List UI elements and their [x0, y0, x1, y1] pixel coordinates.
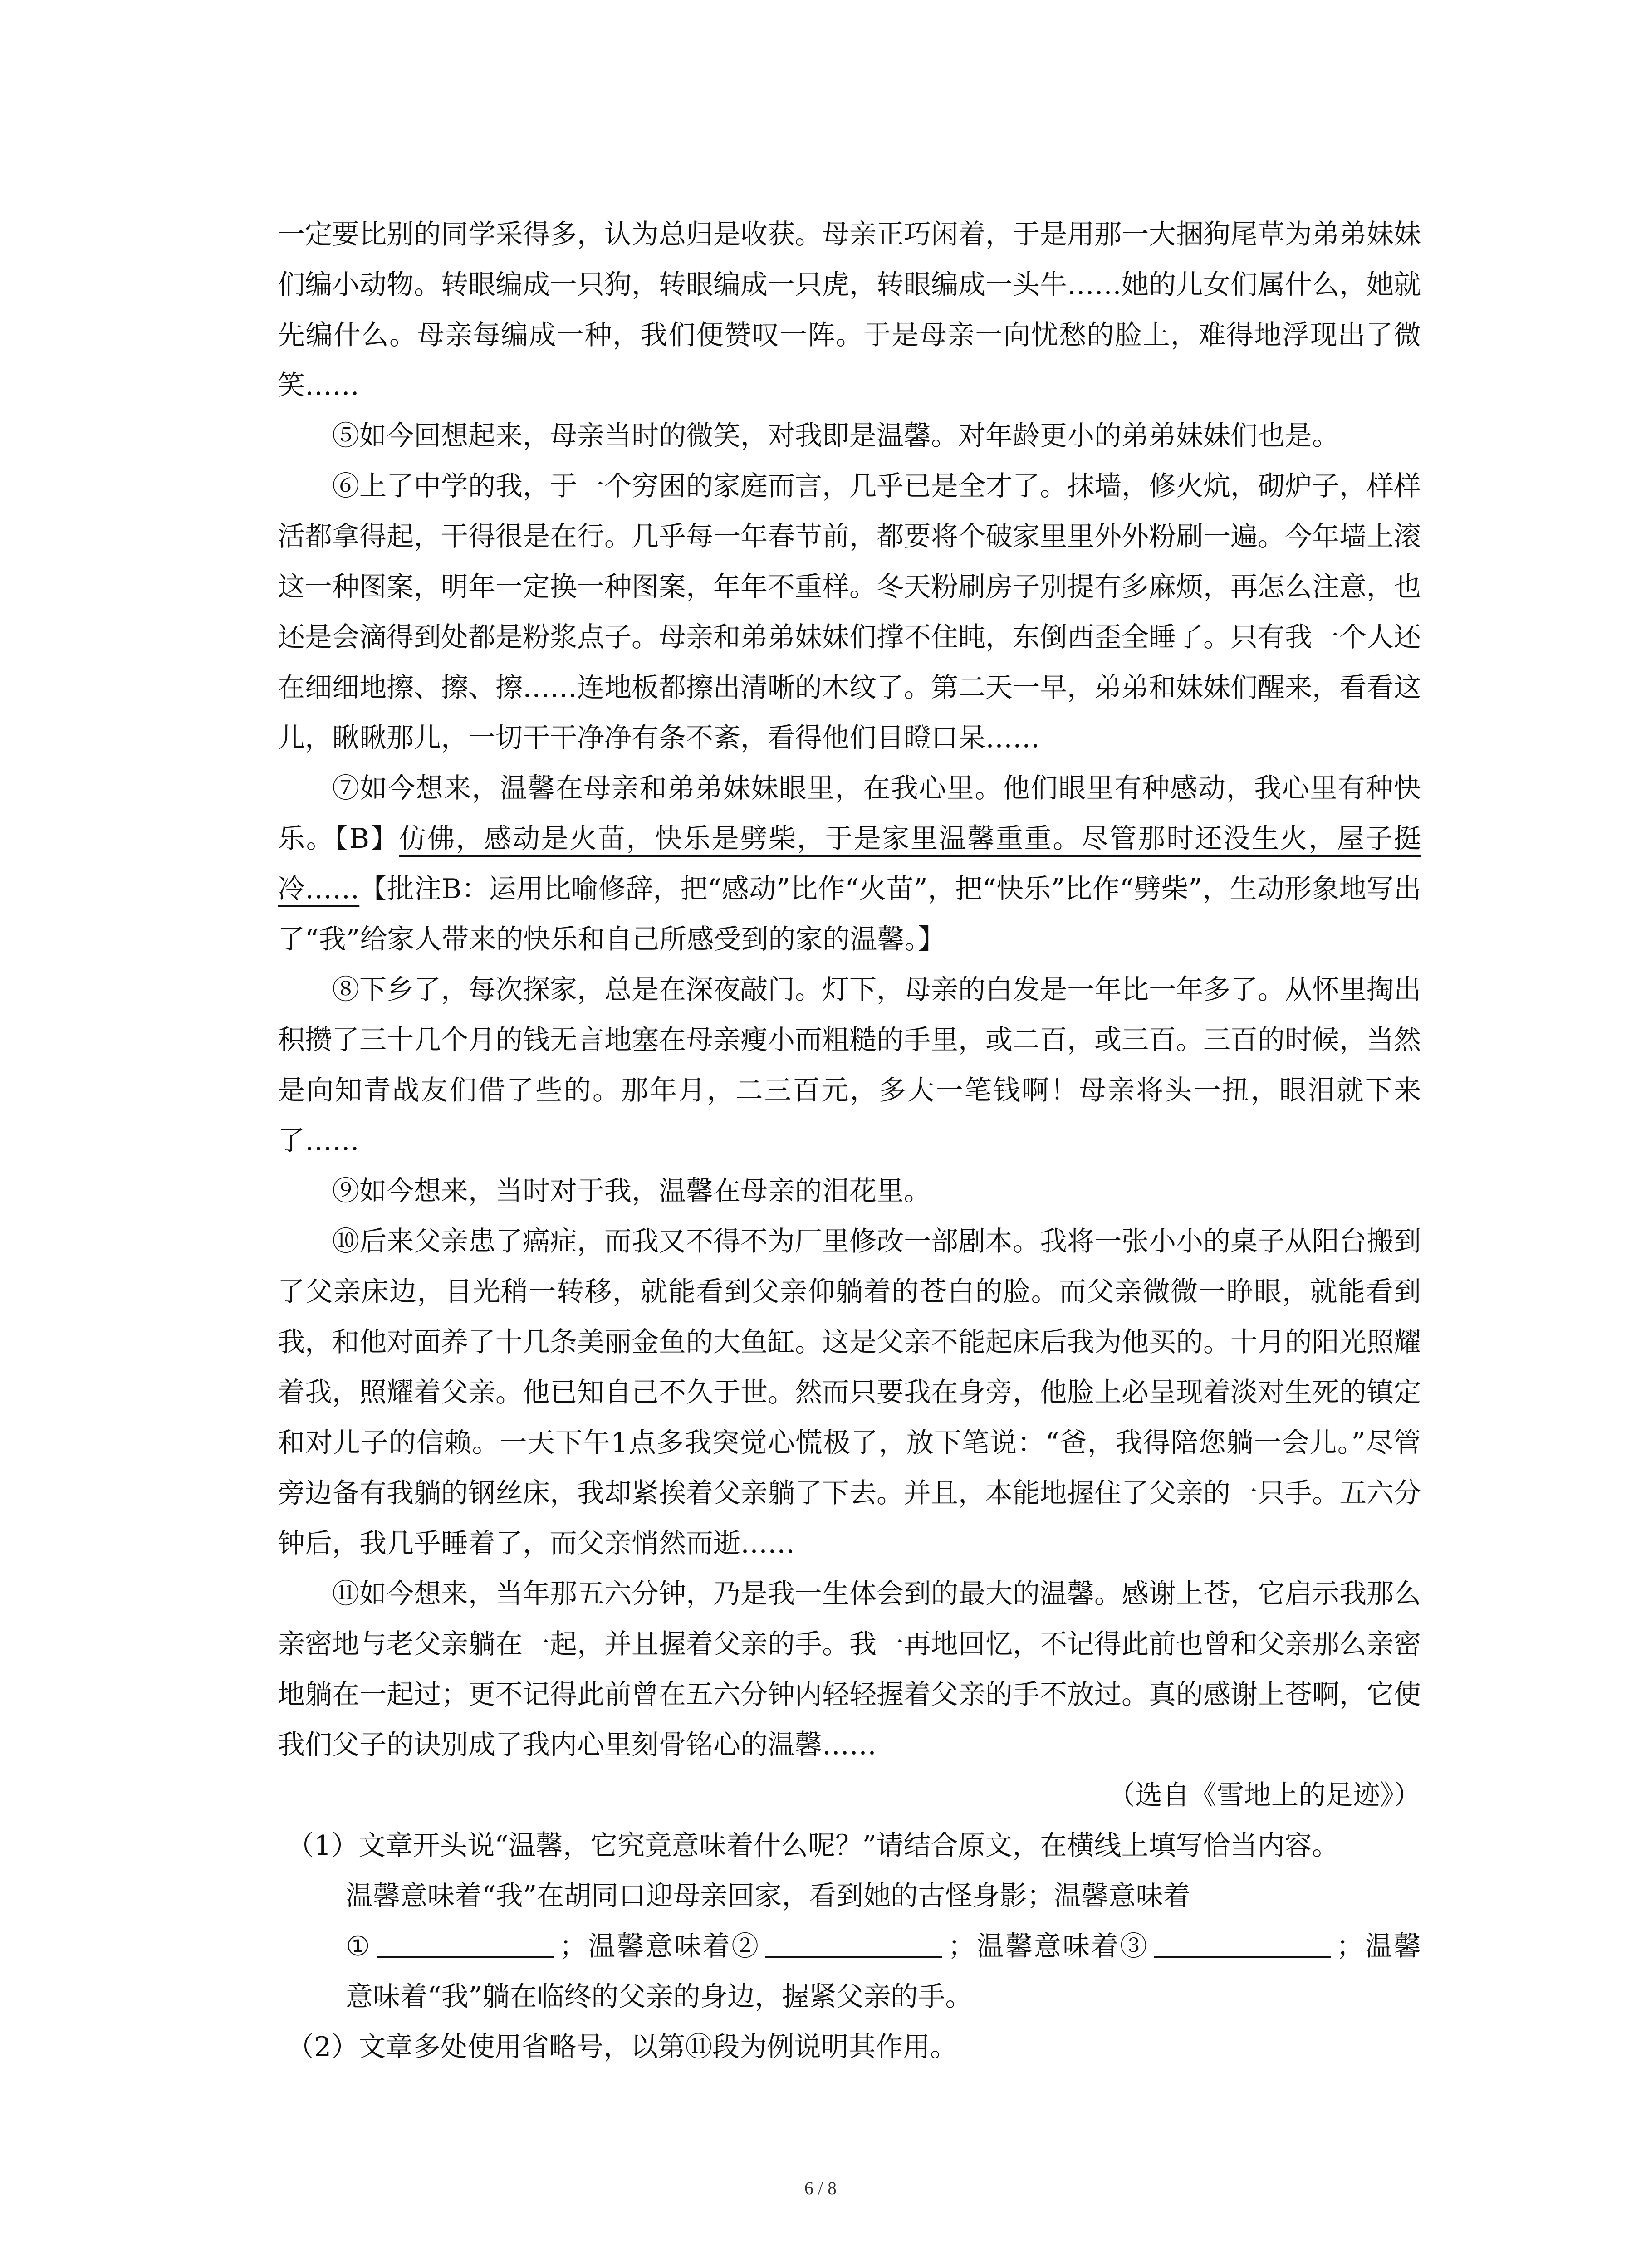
question-1-tail: ；温馨意味着“我”躺在临终的父亲的身边，握紧父亲的手。 — [346, 1931, 1421, 2013]
source-citation: （选自《雪地上的足迹》） — [1108, 1779, 1421, 1811]
answer-blank-1[interactable] — [377, 1929, 554, 1958]
paragraph-7 — [278, 763, 1421, 965]
paragraph-5: ⑤如今回想起来，母亲当时的微笑，对我即是温馨。对年龄更小的弟弟妹妹们也是。 — [332, 420, 1339, 452]
annotation-b: 【批注B：运用比喻修辞，把“感动”比作“火苗”，把“快乐”比作“劈柴”，生动形象地写出了“我”给家人带来的快乐和自己所感受到的家的温馨。】 — [278, 873, 1421, 955]
blank-1-label: ① — [346, 1931, 372, 1962]
paragraph-7-lead: ⑦如今想来，温馨在母亲和弟弟妹妹眼里，在我心里。他们眼里有种感动，我心里有种快乐。【B】 — [278, 772, 1421, 855]
paragraph-8: ⑧下乡了，每次探家，总是在深夜敲门。灯下，母亲的白发是一年比一年多了。从怀里掏出积攒了三十几个月的钱无言地塞在母亲瘦小而粗糙的手里，或二百，或三百。三百的时候，当然是向知青战友们借了些的。那年月，二三百元，多大一笔钱啊！母亲将头一扭，眼泪就下来了…… — [278, 974, 1421, 1157]
page-number: 6 / 8 — [804, 2178, 837, 2198]
paragraph-11: ⑪如今想来，当年那五六分钟，乃是我一生体会到的最大的温馨。感谢上苍，它启示我那么亲密地与老父亲躺在一起，并且握着父亲的手。我一再地回忆，不记得此前也曾和父亲那么亲密地躺在一起过；更不记得此前曾在五六分钟内轻轻握着父亲的手不放过。真的感谢上苍啊，它使我们父子的诀别成了我内心里刻骨铭心的温馨…… — [278, 1578, 1421, 1761]
question-1-line: 温馨意味着“我”在胡同口迎母亲回家，看到她的古怪身影；温馨意味着 — [346, 1880, 1190, 1912]
annotated-sentence-b: 仿佛，感动是火苗，快乐是劈柴，于是家里温馨重重。尽管那时还没生火，屋子挺冷…… — [278, 823, 1421, 905]
paragraph-10: ⑩后来父亲患了癌症，而我又不得不为厂里修改一部剧本。我将一张小小的桌子从阳台搬到了父亲床边，目光稍一转移，就能看到父亲仰躺着的苍白的脸。而父亲微微一睁眼，就能看到我，和他对面养了十几条美丽金鱼的大鱼缸。这是父亲不能起床后我为他买的。十月的阳光照耀着我，照耀着父亲。他已知自己不久于世。然而只要我在身旁，他脸上必呈现着淡对生死的镇定和对儿子的信赖。一天下午1点多我突觉心慌极了，放下笔说：“爸，我得陪您躺一会儿。”尽管旁边备有我躺的钢丝床，我却紧挨着父亲躺了下去。并且，本能地握住了父亲的一只手。五六分钟后，我几乎睡着了，而父亲悄然而逝…… — [278, 1226, 1421, 1559]
answer-blank-2[interactable] — [765, 1929, 942, 1958]
blank-3-label: ；温馨意味着③ — [948, 1931, 1149, 1962]
article-body — [278, 210, 1421, 2072]
paragraph-9: ⑨如今想来，当时对于我，温馨在母亲的泪花里。 — [332, 1175, 931, 1207]
question-1-fill — [278, 1871, 1421, 2022]
question-2: （2）文章多处使用省略号，以第⑪段为例说明其作用。 — [287, 2031, 958, 2063]
answer-blank-3[interactable] — [1154, 1929, 1331, 1958]
blank-2-label: ；温馨意味着② — [559, 1931, 760, 1962]
question-1: （1）文章开头说“温馨，它究竟意味着什么呢？”请结合原文，在横线上填写恰当内容。 — [287, 1830, 1339, 1862]
paragraph-continuation: 一定要比别的同学采得多，认为总归是收获。母亲正巧闲着，于是用那一大捆狗尾草为弟弟妹妹们编小动物。转眼编成一只狗，转眼编成一只虎，转眼编成一头牛……她的儿女们属什么，她就先编什么。母亲每编成一种，我们便赞叹一阵。于是母亲一向忧愁的脸上，难得地浮现出了微笑…… — [278, 219, 1421, 401]
paragraph-6: ⑥上了中学的我，于一个穷困的家庭而言，几乎已是全才了。抹墙，修火炕，砌炉子，样样活都拿得起，干得很是在行。几乎每一年春节前，都要将个破家里里外外粉刷一遍。今年墙上滚这一种图案，明年一定换一种图案，年年不重样。冬天粉刷房子别提有多麻烦，再怎么注意，也还是会滴得到处都是粉浆点子。母亲和弟弟妹妹们撑不住盹，东倒西歪全睡了。只有我一个人还在细细地擦、擦、擦……连地板都擦出清晰的木纹了。第二天一早，弟弟和妹妹们醒来，看看这儿，瞅瞅那儿，一切干干净净有条不紊，看得他们目瞪口呆…… — [278, 470, 1421, 754]
